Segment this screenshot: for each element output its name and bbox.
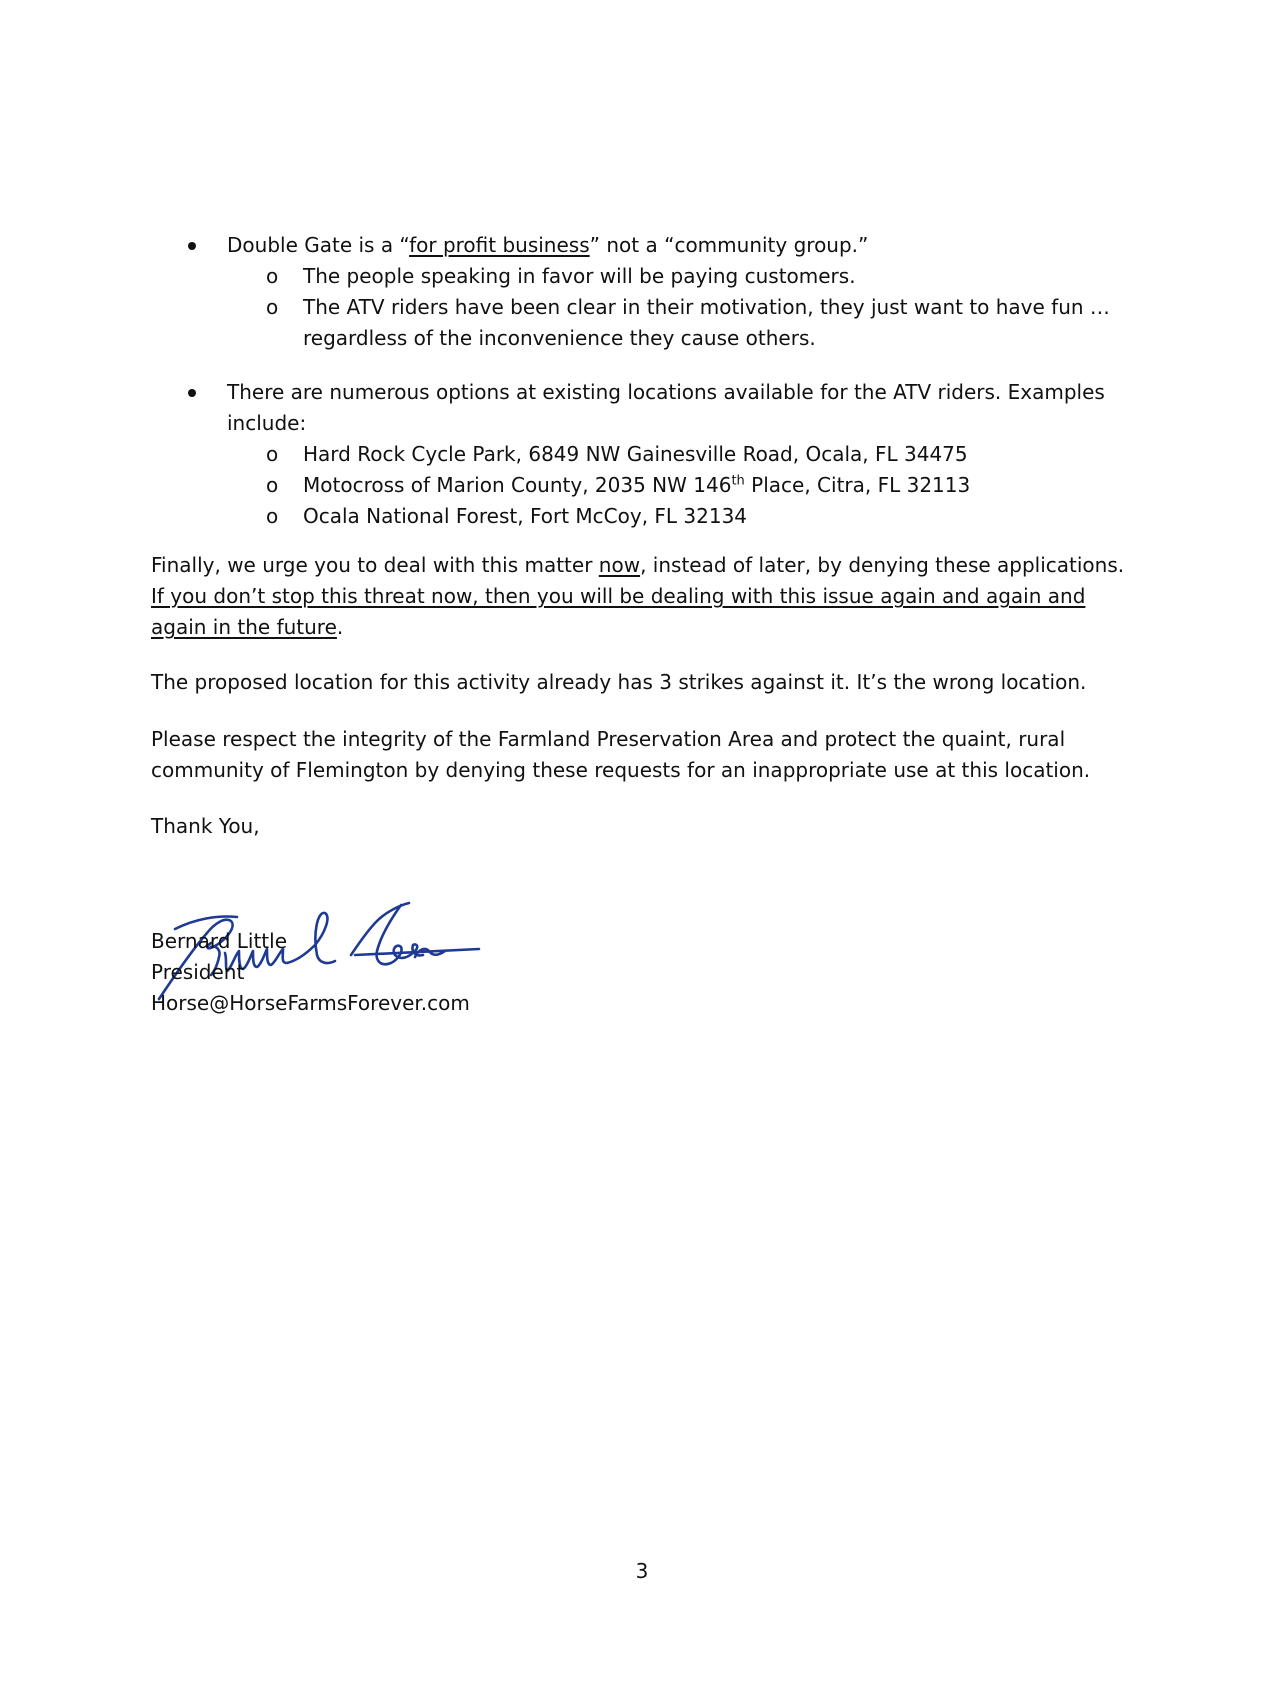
signer-name: Bernard Little xyxy=(151,929,287,953)
paragraph-please xyxy=(151,724,1141,786)
bullet-dot-icon xyxy=(188,389,196,397)
sub-bullet-text: The people speaking in favor will be paying customers. xyxy=(303,264,856,288)
paragraph-text: Please respect the integrity of the Farmland Preservation Area and protect the quaint, rural community of Flemington by denying these requests for an inappropriate use at this location. xyxy=(151,727,1091,782)
circle-bullet-icon: o xyxy=(266,295,279,319)
underlined-threat: If you don’t stop this threat now, then you will be dealing with this issue again and again and again in the future xyxy=(151,584,1086,639)
ordinal-superscript: th xyxy=(731,473,745,489)
sub-bullet-item xyxy=(151,261,1141,292)
paragraph-finally xyxy=(151,550,1141,643)
bullet-dot-icon xyxy=(188,242,196,250)
sub-bullet-text-post: Place, Citra, FL 32113 xyxy=(744,473,971,497)
sub-bullet-item xyxy=(151,501,1141,532)
paragraph-middle: , instead of later, by denying these applications. xyxy=(640,553,1125,577)
bullet-item-options xyxy=(151,377,1141,532)
sub-bullet-item xyxy=(151,439,1141,470)
paragraph-proposed xyxy=(151,667,1141,698)
paragraph-text xyxy=(151,550,1141,643)
bullet-text-prefix: Double Gate is a “ xyxy=(227,233,410,257)
signer-title: President xyxy=(151,960,245,984)
circle-bullet-icon: o xyxy=(266,442,279,466)
closing xyxy=(151,811,1141,842)
bullet-row xyxy=(151,377,1141,439)
bullet-text-suffix: ” not a “community group.” xyxy=(589,233,869,257)
circle-bullet-icon: o xyxy=(266,473,279,497)
sub-bullet-text: The ATV riders have been clear in their motivation, they just want to have fun … regardless of the inconvenience they cause others. xyxy=(303,295,1110,350)
sub-bullet-item xyxy=(151,292,1141,354)
circle-bullet-icon: o xyxy=(266,504,279,528)
page-number: 3 xyxy=(635,1559,649,1583)
bullet-text-underlined: for profit business xyxy=(409,233,590,257)
closing-text: Thank You, xyxy=(151,814,260,838)
sub-bullet-item xyxy=(151,470,1141,501)
sub-bullet-text-pre: Motocross of Marion County, 2035 NW 146 xyxy=(303,473,732,497)
bullet-row xyxy=(151,230,1141,261)
bullet-item-double-gate xyxy=(151,230,1141,354)
circle-bullet-icon: o xyxy=(266,264,279,288)
paragraph-end: . xyxy=(336,615,344,639)
sub-bullet-text: Ocala National Forest, Fort McCoy, FL 32134 xyxy=(303,504,748,528)
paragraph-start: Finally, we urge you to deal with this matter xyxy=(151,553,599,577)
signer-block xyxy=(151,926,1141,1019)
bullet-text: There are numerous options at existing locations available for the ATV riders. Examples include: xyxy=(227,380,1105,435)
signer-email: Horse@HorseFarmsForever.com xyxy=(151,991,470,1015)
sub-bullet-text: Hard Rock Cycle Park, 6849 NW Gainesville Road, Ocala, FL 34475 xyxy=(303,442,968,466)
paragraph-text: The proposed location for this activity already has 3 strikes against it. It’s the wrong location. xyxy=(151,670,1087,694)
underlined-now: now xyxy=(598,553,641,577)
